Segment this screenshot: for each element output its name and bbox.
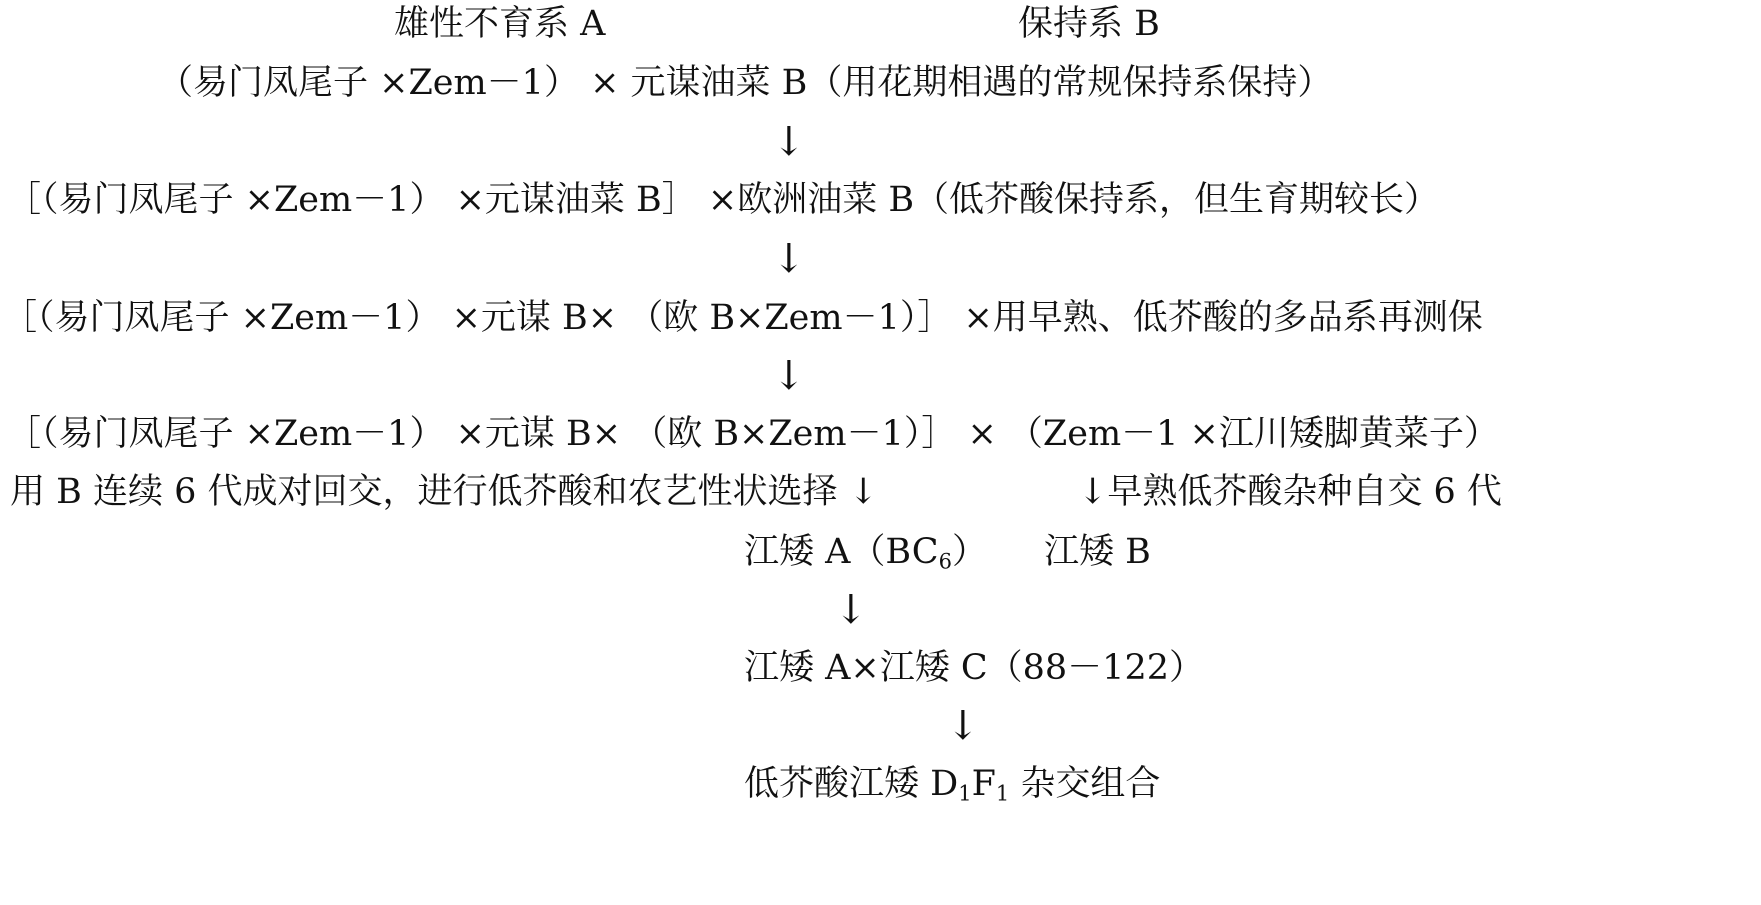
row-6-jiangai-b: 江矮 B — [1044, 532, 1151, 572]
down-arrow-icon: ↓ — [772, 236, 806, 282]
label-sterile-line: 雄性不育系 A — [394, 4, 606, 44]
row-8-hybrid-combination: 低芥酸江矮 $D_1F_1$ 杂交组合 — [744, 764, 1161, 806]
row-5-selfing-note: ↓早熟低芥酸杂种自交 6 代 — [1078, 472, 1502, 512]
down-arrow-icon: ↓ — [946, 703, 980, 749]
row-1-cross: （易门凤尾子 ×Zem－1） × 元谋油菜 B（用花期相遇的常规保持系保持） — [158, 63, 1333, 103]
label-maintainer-line: 保持系 B — [1018, 4, 1160, 44]
row-2-cross: ［（易门凤尾子 ×Zem－1） ×元谋油菜 B］ ×欧洲油菜 B（低芥酸保持系，但生育期较长） — [6, 180, 1440, 220]
row-5-backcross-note: 用 B 连续 6 代成对回交，进行低芥酸和农艺性状选择 ↓ — [10, 472, 878, 512]
row-6-jiangai-a: 江矮 $A(BC_6)$ — [744, 532, 987, 574]
row-4-cross: ［（易门凤尾子 ×Zem－1） ×元谋 B× （欧 B×Zem－1）］ × （Zem－1 ×江川矮脚黄菜子） — [6, 414, 1499, 454]
row-3-cross: ［（易门凤尾子 ×Zem－1） ×元谋 B× （欧 B×Zem－1）］ ×用早熟、低芥酸的多品系再测保 — [2, 298, 1483, 338]
down-arrow-icon: ↓ — [772, 119, 806, 165]
row-7-cross: 江矮 A×江矮 C（88－122） — [744, 648, 1204, 688]
down-arrow-icon: ↓ — [834, 587, 868, 633]
down-arrow-icon: ↓ — [772, 353, 806, 399]
